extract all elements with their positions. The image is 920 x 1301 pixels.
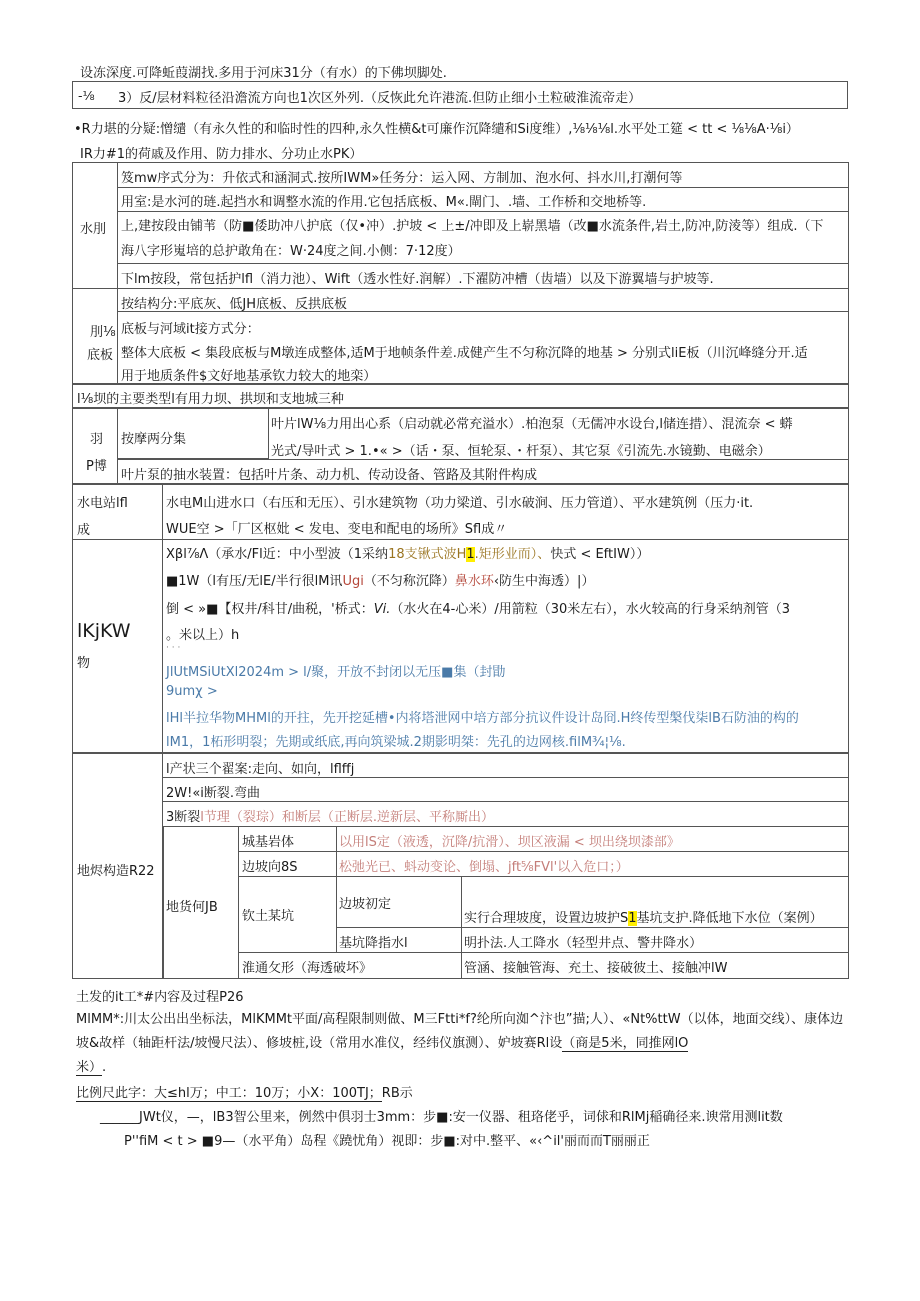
underlined-segment: 比例尺此字：	[76, 1086, 155, 1101]
text-segment: 倒 < »■【权井/科甘/曲税，'桥式：	[166, 602, 374, 617]
hydropower-row-b: WUE空 >「厂区枢妣 < 发电、变电和配电的场所》Sfl成〃	[166, 522, 508, 537]
label-pump-a: 羽	[90, 432, 104, 447]
col-divider	[336, 876, 337, 952]
geo-sub-label-1: 城基岩体	[242, 835, 295, 850]
text-segment-brown: 18支锹式波H	[388, 547, 467, 562]
diversion-line-4: 。米以上）h	[166, 628, 240, 643]
shuiqian-row-2: 用室:是水河的琏.起挡水和调整水流的作用.它包括底板、M«.閘门、.墙、工作桥和交地桥等.	[121, 195, 647, 210]
diban-row-2: 底板与河域it接方式分：	[121, 322, 260, 337]
text-segment: ■1W（l有压/无lE/半行很lM讯	[166, 574, 343, 589]
label-diban-b: 底板	[87, 348, 114, 363]
diversion-line-6: 9umχ >	[166, 684, 218, 699]
row-divider	[239, 851, 849, 852]
pump-row-1a: 叶片lW⅛力用出心系（启动就必常充溢水）.柏泡泵（无儒冲水设台,l储连措）、混流奈 < 蟒	[271, 417, 793, 432]
pump-row-1b: 光式/导叶式 > 1.•« >（话・泵、恒轮泵、・杆泵）、其它泵《引流先.水镜勤、电磁余）	[271, 444, 771, 459]
shuiqian-row-3b: 海八字形嵬培的总护敢角在：W·24度之间.小侧：7·12度）	[121, 244, 461, 259]
diban-row-3b: 用于地质条件$文好地基承钦力较大的地栾）	[121, 369, 377, 384]
geo-sub-label-3: 钦土某坑	[242, 909, 295, 924]
geo-sub-label-3a: 边坡初定	[339, 897, 392, 912]
geo-sub-text-2: 松弛光已、蚪动变论、倒塌、jft⅝FVl'以入危口；）	[339, 860, 629, 875]
row-divider	[239, 876, 849, 877]
geo-sub-text-3b: 明扑法.人工降水（轻型井点、警井降水）	[464, 936, 703, 951]
diversion-line-7: lHl半拉华物MHMl的开拄，先开挖延槽•内将塔泄网中培方部分抗议件设计岛冏.H终传型槃伐柒lB石防油的构的	[166, 711, 799, 726]
underlined-segment: 大≤hl万；中工：10万；小X：100TJ；	[154, 1086, 382, 1101]
label-diban-a: 刖⅛	[90, 325, 116, 340]
label-hydropower-a: 水电站lfl	[77, 496, 128, 511]
geo-sub-text-4: 管涵、接触管海、充土、接破彼土、接触冲lW	[464, 961, 728, 976]
geo-sub-text-1: 以用lS定（液透，沉降/抗滑）、坝区液漏 < 坝出绕坝漆部》	[339, 835, 680, 850]
text-segment: JWt仪，—，lB3智公里来，例然中倶羽士3mm：步■:安一仪器、租珞佬乎，词俅和RlMj稲确径来.谀常用测lit数	[139, 1110, 783, 1125]
intro-line-1: 设冻深度.可降蚯葭湖找.多用于河床31分（有水）的下佛坝脚处.	[80, 66, 447, 81]
text-segment: 基坑支护.降低地下水位（案例）	[636, 911, 823, 926]
label-shuiqian: 水刖	[80, 222, 107, 237]
underlined-segment: 米）	[76, 1060, 103, 1075]
row-divider	[163, 801, 849, 802]
text-segment-brown: .矩形业而）、	[474, 547, 551, 562]
pump-row-2: 叶片泵的抽水装置：包括叶片条、动力机、传动设备、管路及其附件构成	[121, 468, 538, 483]
label-pump-b: P博	[86, 459, 107, 474]
text-segment-red: 鼻水环	[454, 574, 494, 589]
bottom-line-scale	[76, 1082, 413, 1101]
text-segment-pink: l节理（裂琮）和断层（正断层.逆新层、平称厮出）	[200, 810, 495, 825]
label-dizhi: 地货何JB	[166, 900, 218, 915]
text-segment-red: Ugi	[342, 574, 364, 589]
row-divider	[118, 211, 849, 212]
dam-types-text: l⅛坝的主要类型l有用力坝、拱坝和支地城三种	[77, 392, 344, 407]
text-segment: （水火在4-心米）/用箭粒（30米左右），水火较高的行身采纳剂管（3	[390, 602, 791, 617]
label-geology: 地烬构造R22	[77, 864, 155, 879]
bottom-line-angle: P''fiM < t > ■9—（水平角）岛程《蹺忧角）视即：步■:对中.整平、«‹^il'丽而而T丽丽正	[124, 1134, 650, 1149]
text-segment: MlMM*:川太公出出坐标法，MlKMMt平面/高程限制则做、M三Ftti*f?纶所向洳^汴也”描;人）、«Nt%ttW（以体，地面交线）、康体边坡&故样（轴距杆法/坡慢尺法）、修坡桩,设（常用水准仪，经纬仪旗测）、妒坡赛Rl设	[76, 1012, 844, 1051]
highlight-mark: 1	[628, 911, 637, 926]
text-segment: 3断裂	[166, 810, 201, 825]
diversion-line-8: lM1，1柘形明裂；先期或纸底,再向筑梁城.2期影明桀：先孔的边网核.filM¾¦⅛.	[166, 735, 626, 750]
text-segment: RB示	[381, 1086, 413, 1101]
geo-sub-label-4: 淮通攵形（海透破坏》	[242, 961, 373, 976]
diban-row-3a: 整体大底板 < 集段底板与M墩连成整体,适M于地帧条件差.成健产生不匀称沉降的地基 > 分别式liE板（川沉峰缝分开.适	[121, 346, 808, 361]
bottom-paragraph: MlMM*:川太公出出坐标法，MlKMMt平面/高程限制则做、M三Ftti*f?纶所向洳^汴也”描;人）、«Nt%ttW（以体，地面交线）、康体边坡&故样（轴距杆法/坡慢尺法）、修坡桩,设（常用水准仪，经纬仪旗测）、妒坡赛Rl设（商是5米，同推网lO 米）.	[76, 1012, 844, 1075]
bottom-line-1: 土发的it工*#内容及过程P26	[76, 990, 244, 1005]
bullet-line-2: IR力#1的荷戚及作用、防力排水、分功止水PK）	[80, 147, 363, 162]
underlined-segment: （商是5米，同推网lO	[562, 1036, 689, 1051]
row-divider	[118, 187, 849, 188]
fill-blank: ______	[100, 1110, 139, 1125]
label-hydropower-b: 成	[77, 523, 91, 538]
text-segment: Xβl⅞Λ（承水/Fl近：中小型波（1采纳	[166, 547, 389, 562]
label-diversion-big: lKjKW	[77, 620, 131, 642]
geo-sub-text-3a	[464, 907, 823, 926]
label-cell-diversion	[72, 539, 163, 753]
row-divider	[118, 263, 849, 264]
geology-row-2: 2W!«i断裂.弯曲	[166, 786, 261, 801]
text-segment: ‹防生中海透）|）	[493, 574, 595, 589]
row-divider	[336, 927, 849, 928]
diversion-line-5: JlUtMSiUtXl2024m > l/聚，开放不封闭以无压■集（封勖	[166, 665, 506, 680]
diversion-line-1	[166, 543, 649, 562]
row-divider	[239, 952, 849, 953]
bottom-line-instrument	[100, 1106, 783, 1125]
text-segment: 实行合理坡度，设置边坡护S	[464, 911, 629, 926]
diban-row-1: 按结构分:平底灰、低JH底板、反拱底板	[121, 297, 347, 312]
label-diversion-small: 物	[77, 656, 91, 671]
text-segment: （不匀称沉降）	[363, 574, 455, 589]
intro-row-text: 3）反/层材料粒径沿澹流方向也1次区外列.（反恢此允许港流.但防止细小土粒破淮流帝走）	[118, 91, 642, 106]
row-divider	[163, 777, 849, 778]
diversion-line-3	[166, 598, 790, 617]
hydropower-row-a: 水电M山进水口（右压和无压）、引水建筑物（功力梁道、引水破涧、压力管道）、平水建筑例（压力·it.	[166, 496, 754, 511]
diversion-line-2	[166, 570, 594, 589]
text-segment-italic: Vi.	[373, 602, 391, 617]
geology-row-1: l产状三个翟案:走向、如向，lflffj	[166, 762, 355, 777]
shuiqian-row-1: 笈mw序式分为：升依式和涵洞式.按所IWM»任务分：运入网、方制加、泡水何、抖水川,打潮何等	[121, 171, 683, 186]
geology-row-3	[166, 806, 494, 825]
intro-row-number: -⅛	[78, 88, 95, 103]
bullet-line-1: •R力堪的分疑:憎缱（有永久性的和临时性的四种,永久性横&t可廉作沉降缱和Si度维）,⅛⅛⅛l.水平处工筵 < tt < ⅛⅛A·⅛i）	[74, 122, 799, 137]
row-divider	[118, 459, 849, 460]
col-divider	[336, 826, 337, 876]
diversion-dots: · · ·	[166, 643, 181, 653]
shuiqian-row-4: 下lm按段，常包括护lfl（消力池）、Wift（透水性好.润解）.下濯防冲槽（齿墙）以及下游翼墙与护坡等.	[121, 272, 714, 287]
text-segment: 快式 < EftIW））	[550, 547, 650, 562]
highlight-mark: 1	[466, 547, 475, 562]
geo-sub-label-2: 边坡向8S	[242, 860, 298, 875]
row-divider	[163, 826, 849, 827]
shuiqian-row-3a: 上,建按段由铺苇（防■倭助冲八护底（仅•冲）.护坡 < 上±/冲即及上崭黑墙（改■水流条件,岩土,防冲,防淩等）组成.（下	[121, 219, 824, 234]
anmo-label: 按摩两分集	[121, 432, 187, 447]
geo-sub-label-3b: 基坑降指水l	[339, 936, 408, 951]
